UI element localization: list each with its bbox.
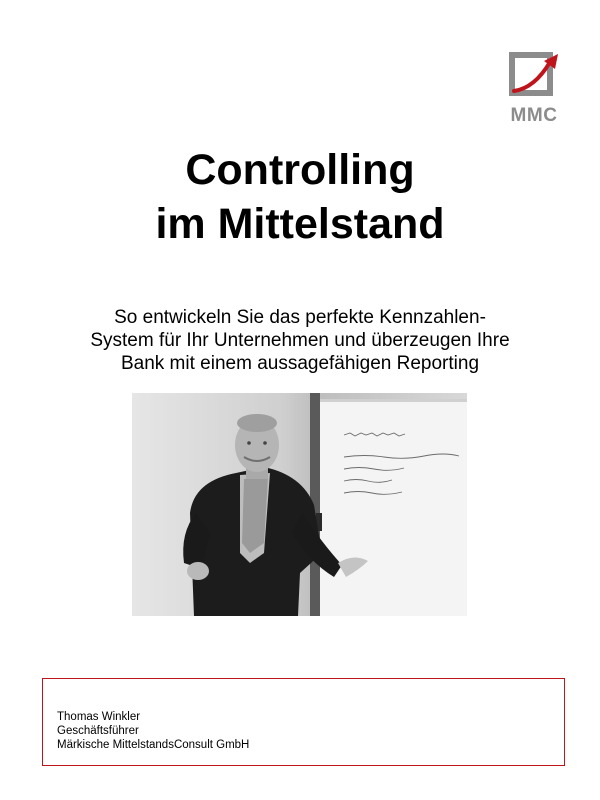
document-title	[0, 143, 600, 251]
author-box	[42, 678, 565, 766]
subtitle-line-2: System für Ihr Unternehmen und überzeugen Ihre	[90, 330, 510, 351]
document-subtitle	[40, 306, 560, 375]
subtitle-line-1: So entwickeln Sie das perfekte Kennzahlen-	[114, 307, 486, 328]
title-line-2: im Mittelstand	[155, 200, 445, 248]
author-company: Märkische MittelstandsConsult GmbH	[57, 739, 250, 751]
subtitle-line-3: Bank mit einem aussagefähigen Reporting	[120, 353, 480, 374]
presenter-photo-illustration	[132, 393, 467, 616]
logo-text: MMC	[510, 105, 558, 126]
title-line-1: Controlling	[185, 146, 415, 194]
presenter-photo	[132, 393, 467, 616]
author-name: Thomas Winkler	[57, 711, 141, 723]
rising-arrow-icon	[506, 49, 562, 105]
author-position: Geschäftsführer	[57, 725, 139, 737]
mmc-logo	[506, 49, 562, 127]
